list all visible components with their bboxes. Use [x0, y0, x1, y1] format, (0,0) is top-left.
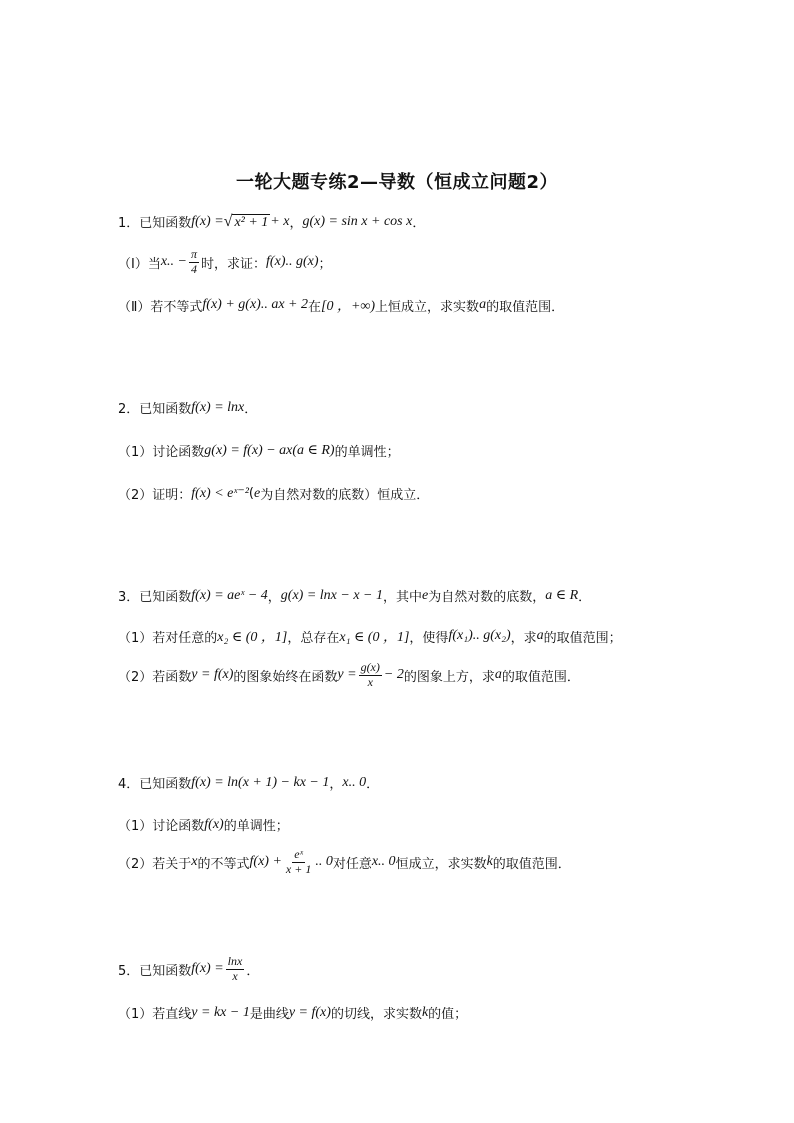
text: 的取值范围．	[492, 856, 571, 872]
text: 上恒成立，求实数	[375, 299, 480, 315]
text: 的单调性；	[334, 445, 400, 460]
math: f(x) +	[249, 854, 282, 870]
math: a	[536, 628, 544, 643]
problem-3-part-2	[118, 661, 580, 690]
math: x.. 0	[371, 854, 396, 870]
math: x₁ ∈ (0 ，1]	[339, 630, 410, 645]
text: ，其中	[383, 590, 423, 605]
fraction: $\frac{g(x)}{x}$	[360, 660, 380, 689]
math: f(x).. g(x)	[266, 254, 319, 270]
sqrt-expression: √ x² + 1	[223, 212, 269, 230]
fraction: $\frac{\text{eˣ}}{x + 1}$	[285, 847, 312, 876]
document-title: 一轮大题专练2—导数（恒成立问题2）	[235, 172, 559, 193]
text: ．	[366, 777, 380, 792]
math: f(x₁).. g(x₂)	[448, 628, 511, 643]
problem-3-part-1	[118, 626, 622, 646]
text: 4．已知函数	[118, 777, 192, 792]
text: （1）若直线	[118, 1007, 192, 1022]
text: 恒成立，求实数	[395, 856, 487, 872]
text: ，	[329, 777, 343, 792]
text: 的图象始终在函数	[233, 669, 338, 685]
text: 为自然对数的底数）恒成立．	[260, 488, 430, 503]
math: f(x) + g(x).. ax + 2	[202, 297, 308, 312]
problem-1-statement	[118, 212, 425, 231]
text: （Ⅰ）当	[118, 256, 161, 272]
math: e	[422, 587, 429, 603]
text: 时，求证：	[201, 256, 267, 272]
fraction: $\frac{\pi}{4}$	[191, 247, 198, 276]
math: x.. −	[160, 254, 188, 270]
text: ．	[246, 963, 260, 979]
text: 为自然对数的底数，	[428, 590, 546, 605]
text: 1．已知函数	[118, 216, 192, 231]
text: 5．已知函数	[118, 963, 192, 979]
text: (	[248, 486, 254, 501]
math: f(x) = lnx	[191, 399, 245, 415]
text: （2）若函数	[118, 669, 192, 685]
text: ，	[289, 216, 303, 231]
text: （2）若关于	[118, 856, 192, 872]
problem-3-statement	[118, 586, 591, 605]
problem-1-part-2	[118, 295, 564, 315]
math: .. 0	[315, 854, 333, 870]
math: y =	[337, 667, 357, 683]
math: x.. 0	[342, 774, 367, 790]
math: g(x) = lnx − x − 1	[280, 587, 383, 603]
math: + x	[270, 213, 290, 229]
problem-5-statement	[118, 955, 259, 984]
text: ，使得	[409, 630, 449, 646]
text: （1）若对任意的	[118, 630, 218, 646]
math: f(x)	[204, 816, 224, 832]
text: 的取值范围．	[501, 669, 580, 685]
text: 的取值范围．	[486, 299, 565, 315]
problem-2-statement	[118, 398, 257, 417]
problem-4-part-2	[118, 848, 571, 877]
math: f(x) = ln(x + 1) − kx − 1	[191, 774, 330, 790]
math: f(x) =	[191, 213, 224, 229]
problem-1-part-1	[118, 248, 332, 277]
math: a	[479, 297, 487, 312]
fraction: $\frac{\ln x}{x}$	[227, 954, 243, 983]
text: ，	[267, 590, 281, 605]
problem-2-part-1	[118, 441, 400, 460]
text: 在	[307, 299, 321, 315]
math: y = f(x)	[191, 667, 234, 683]
text: 的不等式	[197, 856, 250, 872]
text: ；	[318, 256, 332, 272]
math: x	[191, 854, 198, 870]
text: （2）证明：	[118, 488, 192, 503]
text: ．	[412, 216, 426, 231]
text: 是曲线	[249, 1007, 289, 1022]
text: 对任意	[332, 856, 372, 872]
math: f(x) =	[191, 961, 224, 977]
text: 2．已知函数	[118, 402, 192, 417]
math: x₂ ∈ (0 ，1]	[217, 630, 288, 645]
math: e	[254, 485, 261, 501]
math: g(x) = f(x) − ax(a ∈ R)	[204, 443, 335, 458]
text: 的取值范围；	[543, 630, 622, 646]
problem-2-part-2	[118, 484, 429, 503]
problem-4-statement	[118, 773, 379, 792]
text: ．	[244, 402, 258, 417]
text: （1）讨论函数	[118, 445, 205, 460]
math: g(x) = sin x + cos x	[302, 213, 413, 229]
text: 3．已知函数	[118, 590, 192, 605]
math: y = kx − 1	[191, 1004, 250, 1020]
text: 的单调性；	[223, 819, 289, 834]
text: 的切线，求实数	[330, 1007, 422, 1022]
text: 的值；	[428, 1007, 468, 1022]
math: y = f(x)	[288, 1004, 331, 1020]
math: a ∈ R	[545, 588, 579, 603]
text: ，求	[510, 630, 537, 646]
text: ．	[578, 590, 592, 605]
math: [0 ，+∞)	[321, 299, 376, 314]
math: − 2	[383, 667, 404, 683]
math: a	[494, 667, 502, 683]
math: k	[486, 854, 493, 870]
text: （1）讨论函数	[118, 819, 205, 834]
math: k	[421, 1004, 429, 1020]
text: 的图象上方，求	[403, 669, 495, 685]
text: （Ⅱ）若不等式	[118, 299, 203, 315]
text: ，总存在	[287, 630, 340, 646]
math: f(x) = aeˣ − 4	[191, 587, 268, 603]
math: f(x) < eˣ⁻²	[191, 486, 249, 501]
problem-5-part-1	[118, 1003, 467, 1022]
problem-4-part-1	[118, 815, 289, 834]
